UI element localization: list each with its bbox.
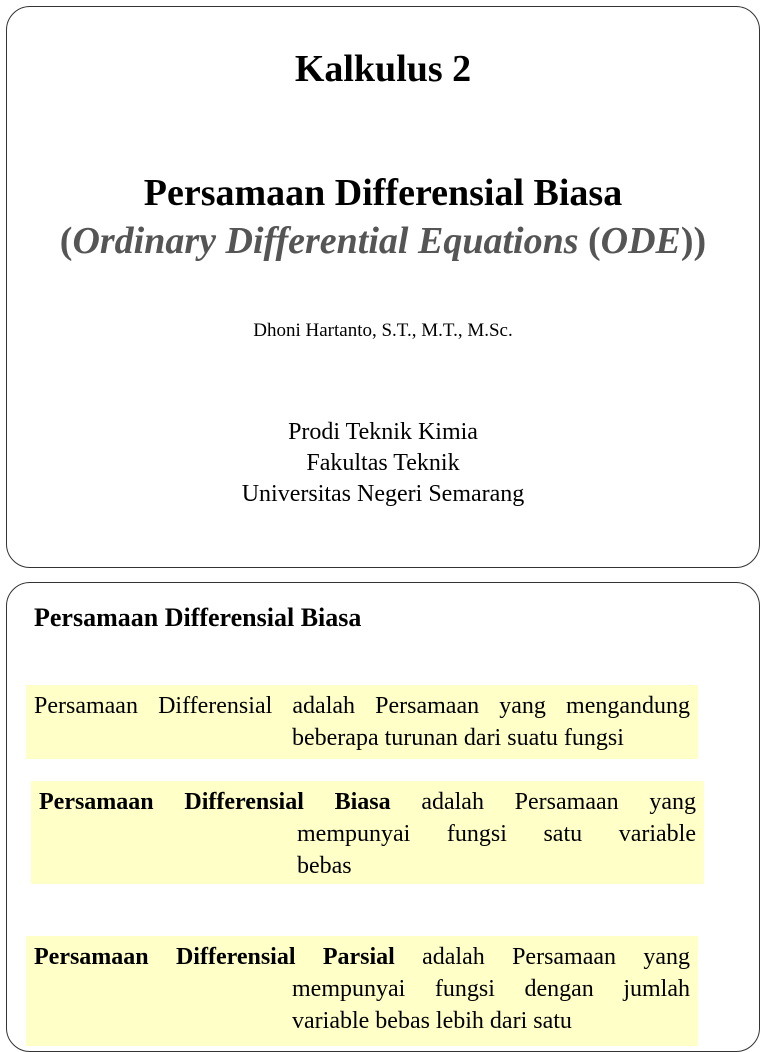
- affiliation: [7, 417, 759, 510]
- definition-box-pd: [26, 685, 698, 759]
- affiliation-program: Prodi Teknik Kimia: [288, 419, 478, 445]
- definition-text: adalah Persamaan yang: [394, 944, 691, 970]
- definition-line: variable bebas lebih dari satu: [292, 1008, 572, 1034]
- subtitle-abbrev: ODE: [600, 220, 681, 262]
- definition-line: beberapa turunan dari suatu fungsi: [292, 725, 624, 751]
- definition-line: [34, 941, 690, 973]
- subtitle-close: )): [680, 220, 707, 262]
- definition-line: mempunyai fungsi dengan jumlah: [292, 976, 690, 1002]
- subtitle-open: (: [59, 220, 73, 262]
- definition-line: Persamaan Differensial adalah Persamaan yang mengandung: [34, 693, 690, 719]
- subtitle-mid: (: [578, 220, 601, 262]
- title-slide: [6, 6, 760, 568]
- subtitle-english: Ordinary Differential Equations: [72, 220, 579, 262]
- definition-box-pdp: [26, 936, 698, 1046]
- author: Dhoni Hartanto, S.T., M.T., M.Sc.: [253, 320, 513, 341]
- affiliation-faculty: Fakultas Teknik: [306, 450, 460, 476]
- subtitle: [7, 219, 759, 263]
- definition-box-pdb: [31, 781, 704, 884]
- definition-line: [39, 786, 696, 818]
- term-pdb: Persamaan Differensial Biasa: [39, 789, 391, 815]
- slide-heading: Persamaan Differensial Biasa: [34, 603, 362, 632]
- term-pdp: Persamaan Differensial Parsial: [34, 944, 395, 970]
- main-title: Persamaan Differensial Biasa: [143, 172, 623, 214]
- affiliation-university: Universitas Negeri Semarang: [241, 481, 525, 507]
- course-title: Kalkulus 2: [294, 48, 472, 90]
- definition-text: adalah Persamaan yang: [390, 789, 696, 815]
- definition-line: bebas: [297, 853, 352, 879]
- definition-slide: [6, 582, 760, 1052]
- definition-line: mempunyai fungsi satu variable: [297, 821, 696, 847]
